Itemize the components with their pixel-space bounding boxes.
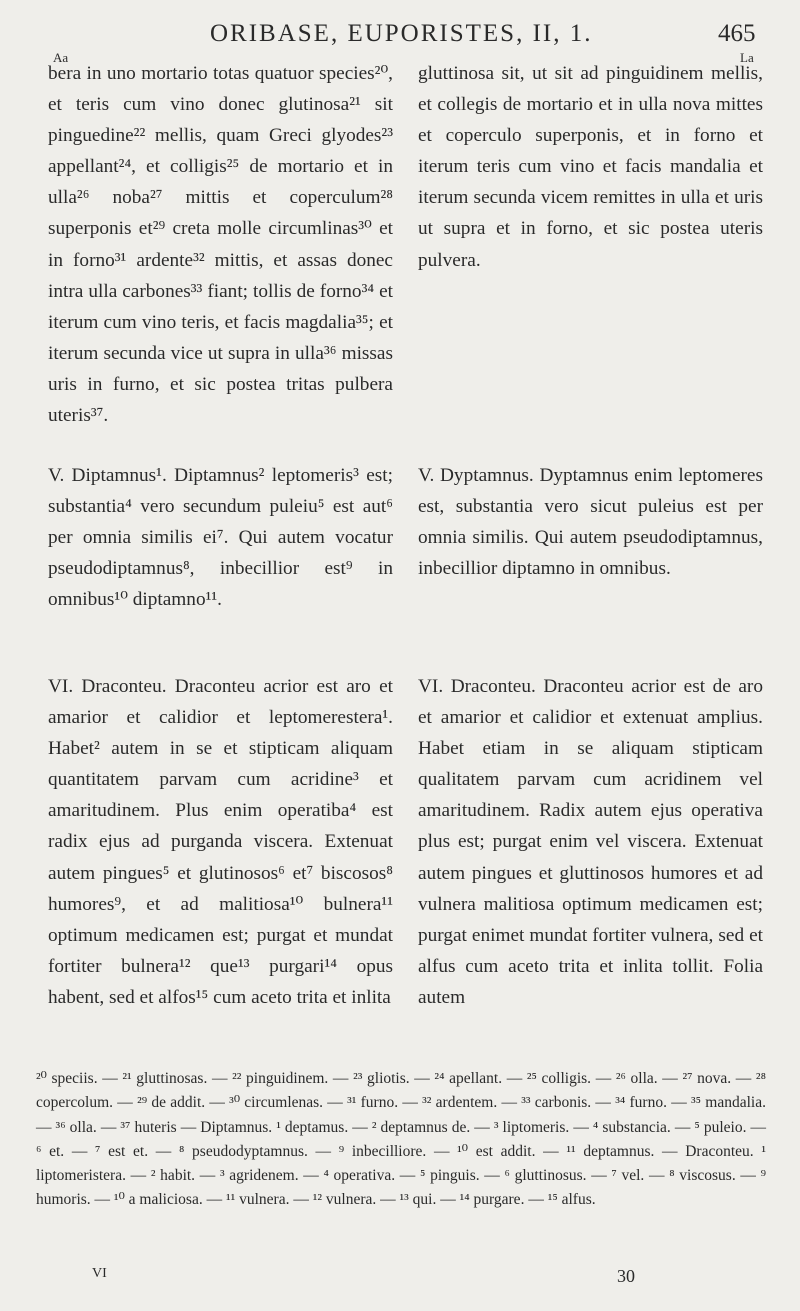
running-header (0, 18, 800, 58)
signature-mark-left: Aa (53, 50, 69, 65)
right-column-section-vi (418, 671, 763, 1013)
left-paragraph-1: bera in uno mortario totas quatuor species²⁰, et teris cum vino donec glutinosa²¹ sit pinguedine²² mellis, quam Greci glyodes²³ appellant²⁴, et colligis²⁵ de mortario et in ulla²⁶ noba²⁷ mittis et coperculum²⁸ superponis et²⁹ creta molle circumlinas³⁰ et in forno³¹ ardente³² mittis, et assas donec intra ulla carbones³³ fiant; tollis de forno³⁴ et iterum cum vino teris, et facis magdalia³⁵; et iterum secunda vice ut supra in ulla³⁶ missas uris in furno, et sic postea tritas pulbera uteris³⁷. (48, 63, 393, 427)
right-column (418, 58, 763, 276)
page-number: 465 (718, 20, 756, 47)
left-column (48, 58, 393, 431)
right-paragraph-3: VI. Draconteu. Draconteu acrior est de aro et amarior et calidior et extenuat amplius. Habet etiam in se aliquam stipticam qualitatem parvam cum acridinem vel amaritudinem. Radix autem ejus operativa plus est; purgat enim vel viscera. Extenuat autem pingues et gluttinosos humores et ad vulnera malitiosa optimum medicamen est; purgat enimet mundat fortiter vulnera, sed et alfus cum aceto trita et inlita tollit. Folia autem (418, 676, 763, 1008)
running-title: ORIBASE, EUPORISTES, II, 1. (210, 20, 593, 47)
sheet-mark: VI (92, 1266, 107, 1281)
signature-mark-right: La (740, 50, 754, 65)
left-paragraph-3: VI. Draconteu. Draconteu acrior est aro et amarior et calidior et leptomerestera¹. Habet² autem in se et stipticam aliquam quantitatem parvam cum acridine³ et amaritudinem. Plus enim operatiba⁴ est radix ejus ad purganda viscera. Extenuat autem pingues⁵ et glutinosos⁶ et⁷ biscosos⁸ humores⁹, et ad malitiosa¹⁰ bulnera¹¹ optimum medicamen est; purgat et mundat fortiter bulnera¹² que¹³ purgari¹⁴ opus habent, sed et alfos¹⁵ cum aceto trita et inlita (48, 676, 393, 1008)
left-paragraph-2: V. Diptamnus¹. Diptamnus² leptomeris³ est; substantia⁴ vero secundum puleiu⁵ est aut⁶ per omnia similis ei⁷. Qui autem vocatur pseudodiptamnus⁸, inbecillior est⁹ in omnibus¹⁰ diptamno¹¹. (48, 465, 393, 611)
right-paragraph-2: V. Dyptamnus. Dyptamnus enim leptomeres est, substantia vero sicut puleius est per omnia similis. Qui autem pseudodiptamnus, inbecillior diptamno in omnibus. (418, 465, 763, 580)
left-column-section-vi (48, 671, 393, 1013)
footnotes-text: ²⁰ speciis. — ²¹ gluttinosas. — ²² pinguidinem. — ²³ gliotis. — ²⁴ apellant. — ²⁵ colligis. — ²⁶ olla. — ²⁷ nova. — ²⁸ copercolum. — ²⁹ de addit. — ³⁰ circumlenas. — ³¹ furno. — ³² ardentem. — ³³ carbonis. — ³⁴ furno. — ³⁵ mandalia. — ³⁶ olla. — ³⁷ huteris — Diptamnus. ¹ deptamus. — ² deptamnus de. — ³ liptomeris. — ⁴ substancia. — ⁵ puleio. — ⁶ et. — ⁷ est et. — ⁸ pseudodyptamnus. — ⁹ inbecilliore. — ¹⁰ est addit. — ¹¹ deptamnus. — Draconteu. ¹ liptomeristera. — ² habit. — ³ agridenem. — ⁴ operativa. — ⁵ pinguis. — ⁶ gluttinosus. — ⁷ vel. — ⁸ viscosus. — ⁹ humoris. — ¹⁰ a maliciosa. — ¹¹ vulnera. — ¹² vulnera. — ¹³ qui. — ¹⁴ purgare. — ¹⁵ alfus. (36, 1070, 766, 1209)
footnotes (36, 1067, 766, 1213)
sheet-number: 30 (617, 1266, 635, 1286)
left-column-section-v (48, 460, 393, 615)
right-column-section-v (418, 460, 763, 584)
right-paragraph-1: gluttinosa sit, ut sit ad pinguidinem mellis, et collegis de mortario et in ulla nova mittes et coperculo superponis, et in forno et iterum teris cum vino et facis mandalia et iterum secunda vicem remittes in ulla et uris ut supra et in forno, et sic postea uteris pulvera. (418, 63, 763, 271)
